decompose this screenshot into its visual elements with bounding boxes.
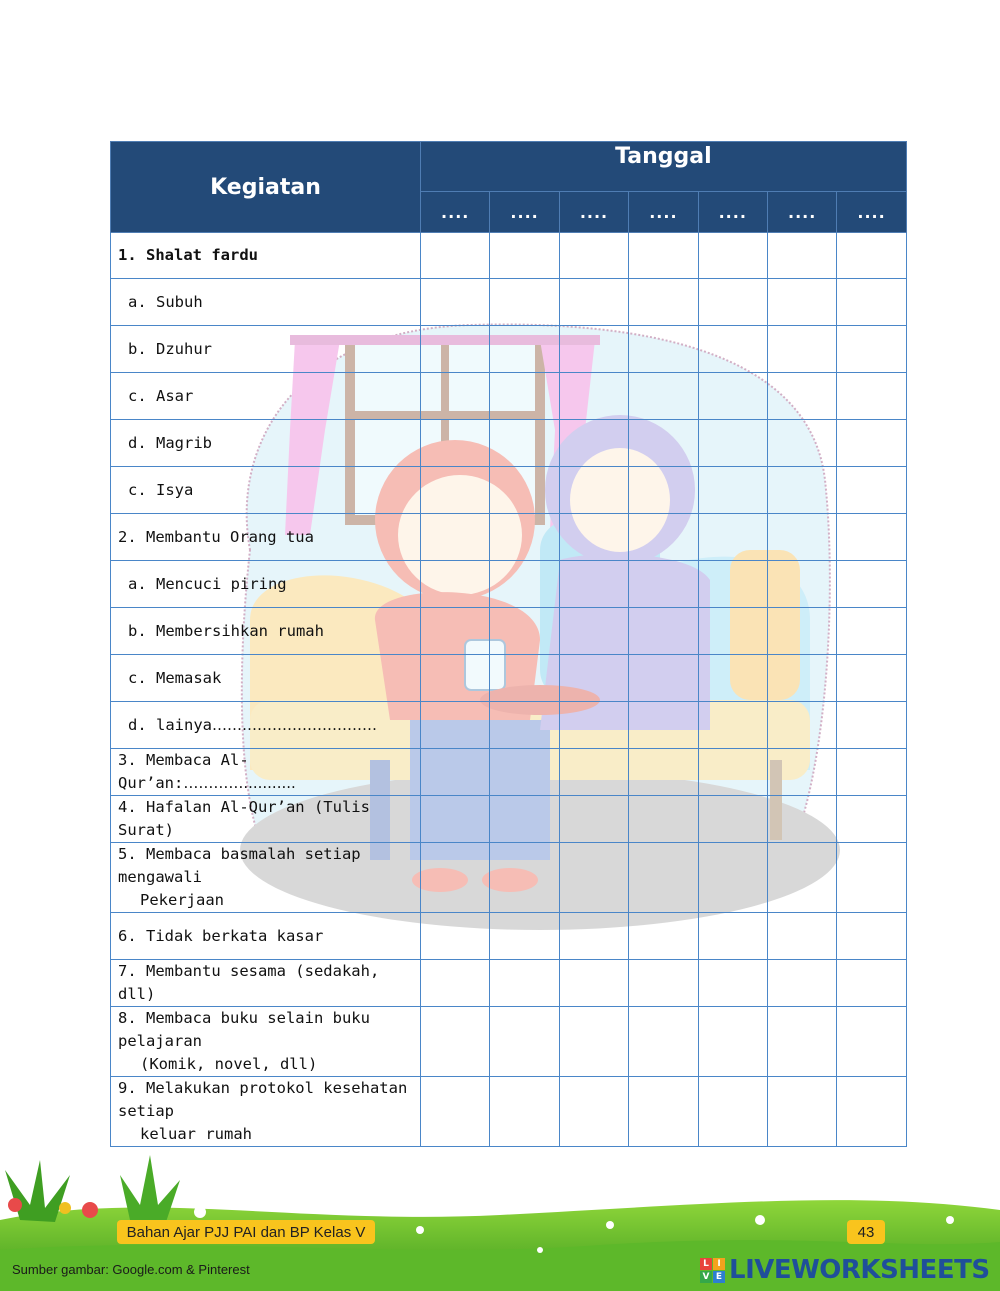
date-header-cell[interactable]: ....: [421, 192, 490, 233]
checklist-cell[interactable]: [490, 702, 559, 749]
date-header-cell[interactable]: ....: [490, 192, 559, 233]
checklist-cell[interactable]: [698, 233, 767, 279]
activity-cell: [111, 913, 421, 960]
checklist-cell[interactable]: [767, 749, 836, 796]
checklist-cell[interactable]: [837, 467, 906, 514]
checklist-cell[interactable]: [837, 420, 906, 467]
fill-in-blank[interactable]: ……………………………: [212, 715, 377, 734]
checklist-cell[interactable]: [837, 326, 906, 373]
activity-cell: [111, 796, 421, 843]
table-row: [111, 843, 907, 913]
activity-label: 5. Membaca basmalah setiap mengawali: [118, 845, 361, 886]
checklist-cell[interactable]: [559, 326, 628, 373]
checklist-cell[interactable]: [698, 1007, 767, 1077]
header-activity: Kegiatan: [111, 142, 421, 233]
fill-in-blank[interactable]: …………...........: [183, 774, 296, 792]
checklist-cell[interactable]: [629, 608, 698, 655]
checklist-cell[interactable]: [698, 702, 767, 749]
liveworksheets-text: LIVEWORKSHEETS: [729, 1255, 990, 1285]
activity-cell: [111, 279, 421, 326]
checklist-cell[interactable]: [559, 233, 628, 279]
table-row: [111, 749, 907, 796]
checklist-cell[interactable]: [698, 373, 767, 420]
checklist-cell[interactable]: [767, 960, 836, 1007]
checklist-cell[interactable]: [698, 279, 767, 326]
checklist-cell[interactable]: [559, 655, 628, 702]
activity-cell: [111, 514, 421, 561]
activity-label-continued: (Komik, novel, dll): [140, 1055, 318, 1073]
checklist-cell[interactable]: [767, 467, 836, 514]
checklist-cell[interactable]: [629, 1007, 698, 1077]
checklist-cell[interactable]: [767, 279, 836, 326]
checklist-cell[interactable]: [559, 420, 628, 467]
activity-label: b. Membersihkan rumah: [128, 621, 324, 640]
checklist-cell[interactable]: [629, 1077, 698, 1147]
checklist-cell[interactable]: [629, 749, 698, 796]
checklist-cell[interactable]: [629, 467, 698, 514]
table-row: [111, 702, 907, 749]
checklist-cell[interactable]: [629, 796, 698, 843]
activity-cell: [111, 1077, 421, 1147]
checklist-cell[interactable]: [629, 420, 698, 467]
checklist-cell[interactable]: [837, 233, 906, 279]
checklist-cell[interactable]: [767, 608, 836, 655]
checklist-cell[interactable]: [698, 467, 767, 514]
checklist-cell[interactable]: [698, 749, 767, 796]
checklist-cell[interactable]: [698, 514, 767, 561]
checklist-cell[interactable]: [421, 913, 490, 960]
checklist-cell[interactable]: [767, 561, 836, 608]
checklist-cell[interactable]: [698, 1077, 767, 1147]
table-row: [111, 1007, 907, 1077]
checklist-cell[interactable]: [837, 702, 906, 749]
checklist-cell[interactable]: [490, 514, 559, 561]
checklist-cell[interactable]: [490, 233, 559, 279]
book-title-label: Bahan Ajar PJJ PAI dan BP Kelas V: [117, 1220, 375, 1244]
checklist-cell[interactable]: [629, 514, 698, 561]
checklist-cell[interactable]: [490, 655, 559, 702]
table-row: [111, 233, 907, 279]
checklist-cell[interactable]: [837, 960, 906, 1007]
checklist-cell[interactable]: [490, 608, 559, 655]
page-number: 43: [847, 1220, 885, 1244]
activity-cell: [111, 467, 421, 514]
checklist-cell[interactable]: [767, 1007, 836, 1077]
checklist-cell[interactable]: [837, 279, 906, 326]
checklist-cell[interactable]: [490, 749, 559, 796]
activity-label-continued: keluar rumah: [140, 1125, 252, 1143]
activity-label: 7. Membantu sesama (sedakah, dll): [118, 962, 380, 1003]
liveworksheets-watermark: [700, 1255, 990, 1285]
activity-label: a. Mencuci piring: [128, 574, 287, 593]
checklist-cell[interactable]: [767, 843, 836, 913]
checklist-cell[interactable]: [421, 655, 490, 702]
table-row: [111, 655, 907, 702]
checklist-cell[interactable]: [837, 608, 906, 655]
checklist-cell[interactable]: [837, 655, 906, 702]
checklist-cell[interactable]: [559, 1007, 628, 1077]
activity-cell: [111, 843, 421, 913]
checklist-cell[interactable]: [490, 279, 559, 326]
activity-cell: [111, 655, 421, 702]
checklist-cell[interactable]: [698, 796, 767, 843]
activity-cell: [111, 749, 421, 796]
activity-cell: [111, 420, 421, 467]
checklist-cell[interactable]: [629, 326, 698, 373]
activity-cell: [111, 1007, 421, 1077]
checklist-cell[interactable]: [629, 373, 698, 420]
activity-label: 2. Membantu Orang tua: [118, 527, 314, 546]
checklist-cell[interactable]: [767, 796, 836, 843]
checklist-cell[interactable]: [490, 326, 559, 373]
checklist-cell[interactable]: [559, 913, 628, 960]
checklist-cell[interactable]: [837, 561, 906, 608]
checklist-cell[interactable]: [490, 1007, 559, 1077]
checklist-cell[interactable]: [421, 561, 490, 608]
activity-cell: [111, 608, 421, 655]
checklist-cell[interactable]: [698, 420, 767, 467]
checklist-cell[interactable]: [767, 1077, 836, 1147]
table-row: [111, 561, 907, 608]
checklist-cell[interactable]: [490, 913, 559, 960]
checklist-cell[interactable]: [421, 608, 490, 655]
activity-label: 3. Membaca Al-Qur’an:: [118, 751, 249, 792]
checklist-cell[interactable]: [629, 843, 698, 913]
table-row: [111, 420, 907, 467]
checklist-cell[interactable]: [767, 373, 836, 420]
activity-table: [110, 141, 907, 1147]
checklist-cell[interactable]: [490, 420, 559, 467]
checklist-cell[interactable]: [490, 960, 559, 1007]
checklist-cell[interactable]: [629, 913, 698, 960]
checklist-cell[interactable]: [490, 843, 559, 913]
activity-cell: [111, 561, 421, 608]
checklist-cell[interactable]: [767, 514, 836, 561]
checklist-cell[interactable]: [698, 843, 767, 913]
date-header-cell[interactable]: ....: [629, 192, 698, 233]
date-header-cell[interactable]: ....: [559, 192, 628, 233]
checklist-cell[interactable]: [421, 702, 490, 749]
table-row: [111, 373, 907, 420]
activity-label: 9. Melakukan protokol kesehatan setiap: [118, 1079, 408, 1120]
checklist-cell[interactable]: [698, 608, 767, 655]
checklist-cell[interactable]: [559, 843, 628, 913]
table-row: [111, 514, 907, 561]
checklist-cell[interactable]: [767, 913, 836, 960]
table-row: [111, 796, 907, 843]
checklist-cell[interactable]: [421, 420, 490, 467]
checklist-cell[interactable]: [837, 514, 906, 561]
activity-cell: [111, 233, 421, 279]
checklist-cell[interactable]: [698, 561, 767, 608]
checklist-cell[interactable]: [767, 233, 836, 279]
date-header-cell[interactable]: ....: [698, 192, 767, 233]
checklist-cell[interactable]: [629, 233, 698, 279]
checklist-cell[interactable]: [837, 749, 906, 796]
checklist-cell[interactable]: [767, 420, 836, 467]
checklist-cell[interactable]: [490, 1077, 559, 1147]
checklist-cell[interactable]: [421, 514, 490, 561]
checklist-cell[interactable]: [559, 514, 628, 561]
checklist-cell[interactable]: [629, 655, 698, 702]
checklist-cell[interactable]: [421, 467, 490, 514]
activity-label: d. lainya: [128, 715, 212, 734]
checklist-cell[interactable]: [629, 279, 698, 326]
activity-label: d. Magrib: [128, 433, 212, 452]
checklist-cell[interactable]: [698, 960, 767, 1007]
checklist-cell[interactable]: [421, 749, 490, 796]
checklist-cell[interactable]: [490, 373, 559, 420]
activity-label-continued: Pekerjaan: [140, 891, 224, 909]
checklist-cell[interactable]: [421, 843, 490, 913]
activity-label: b. Dzuhur: [128, 339, 212, 358]
date-header-cell[interactable]: ....: [837, 192, 906, 233]
checklist-cell[interactable]: [837, 843, 906, 913]
checklist-cell[interactable]: [629, 702, 698, 749]
checklist-cell[interactable]: [559, 561, 628, 608]
checklist-cell[interactable]: [490, 796, 559, 843]
checklist-cell[interactable]: [559, 373, 628, 420]
checklist-cell[interactable]: [837, 1077, 906, 1147]
table-row: [111, 326, 907, 373]
checklist-cell[interactable]: [421, 373, 490, 420]
checklist-cell[interactable]: [767, 702, 836, 749]
checklist-cell[interactable]: [559, 796, 628, 843]
checklist-cell[interactable]: [559, 608, 628, 655]
activity-cell: [111, 326, 421, 373]
table-row: [111, 279, 907, 326]
checklist-cell[interactable]: [559, 960, 628, 1007]
table-row: [111, 960, 907, 1007]
checklist-cell[interactable]: [767, 326, 836, 373]
checklist-cell[interactable]: [421, 1007, 490, 1077]
checklist-cell[interactable]: [559, 467, 628, 514]
activity-label: c. Asar: [128, 386, 194, 405]
checklist-cell[interactable]: [559, 1077, 628, 1147]
liveworksheets-logo-icon: L I V E: [700, 1258, 725, 1283]
checklist-cell[interactable]: [698, 326, 767, 373]
checklist-cell[interactable]: [421, 233, 490, 279]
activity-label: 4. Hafalan Al-Qur’an (Tulis Surat): [118, 798, 370, 839]
checklist-cell[interactable]: [629, 561, 698, 608]
activity-cell: [111, 373, 421, 420]
activity-label: a. Subuh: [128, 292, 203, 311]
table-row: [111, 1077, 907, 1147]
table-row: [111, 467, 907, 514]
checklist-cell[interactable]: [837, 796, 906, 843]
checklist-cell[interactable]: [698, 655, 767, 702]
checklist-cell[interactable]: [490, 561, 559, 608]
checklist-cell[interactable]: [421, 326, 490, 373]
activity-cell: [111, 702, 421, 749]
checklist-cell[interactable]: [559, 279, 628, 326]
date-header-cell[interactable]: ....: [767, 192, 836, 233]
activity-cell: [111, 960, 421, 1007]
checklist-cell[interactable]: [421, 1077, 490, 1147]
activity-label: 1. Shalat fardu: [118, 246, 258, 264]
checklist-cell[interactable]: [559, 702, 628, 749]
header-date: Tanggal: [421, 142, 907, 192]
checklist-cell[interactable]: [698, 913, 767, 960]
activity-label: c. Memasak: [128, 668, 222, 687]
table-row: [111, 608, 907, 655]
checklist-cell[interactable]: [421, 279, 490, 326]
image-source-credit: Sumber gambar: Google.com & Pinterest: [12, 1262, 250, 1277]
checklist-cell[interactable]: [837, 913, 906, 960]
activity-label: 6. Tidak berkata kasar: [118, 926, 324, 945]
checklist-cell[interactable]: [421, 796, 490, 843]
checklist-cell[interactable]: [559, 749, 628, 796]
checklist-cell[interactable]: [421, 960, 490, 1007]
checklist-cell[interactable]: [629, 960, 698, 1007]
checklist-cell[interactable]: [837, 1007, 906, 1077]
checklist-cell[interactable]: [767, 655, 836, 702]
activity-label: 8. Membaca buku selain buku pelajaran: [118, 1009, 370, 1050]
checklist-cell[interactable]: [837, 373, 906, 420]
table-row: [111, 913, 907, 960]
checklist-cell[interactable]: [490, 467, 559, 514]
activity-label: c. Isya: [128, 480, 194, 499]
